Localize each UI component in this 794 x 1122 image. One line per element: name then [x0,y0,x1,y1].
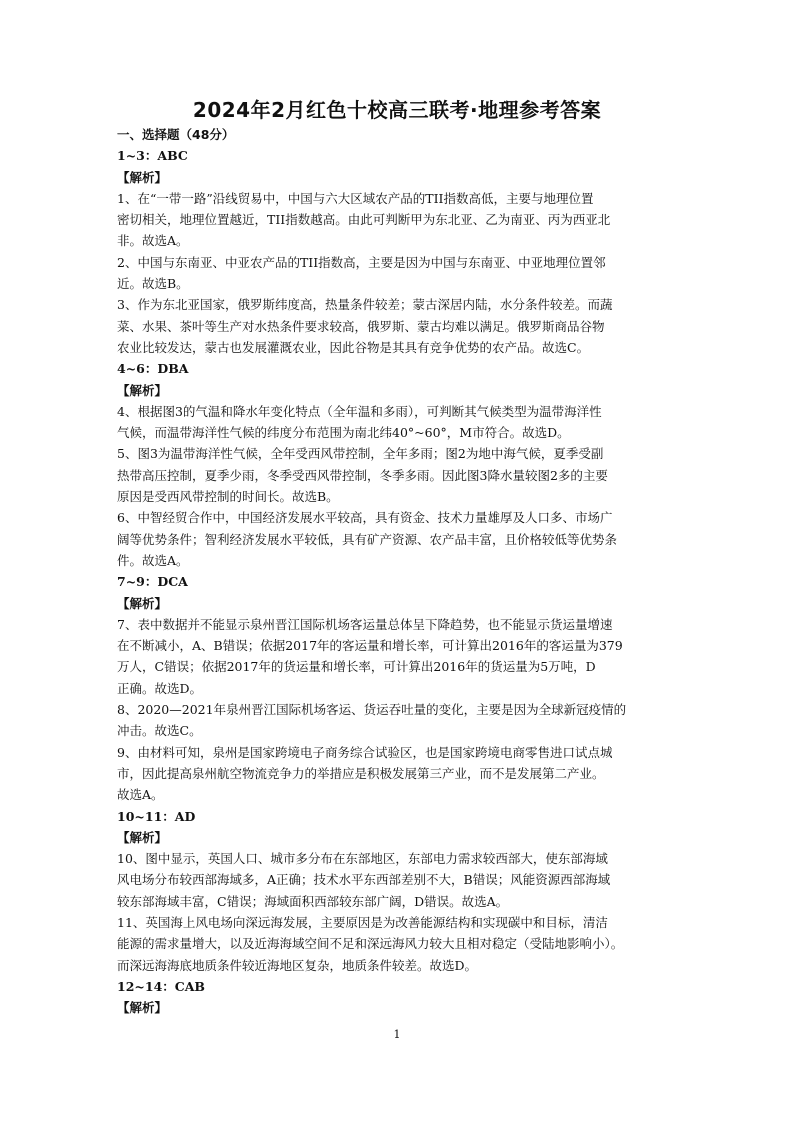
analysis-line: 菜、水果、茶叶等生产对水热条件要求较高，俄罗斯、蒙古均难以满足。俄罗斯商品谷物 [117,318,605,334]
analysis-line: 1、在“一带一路”沿线贸易中，中国与六大区域农产品的TII指数高低，主要与地理位置 [117,190,594,206]
analysis-line: 热带高压控制，夏季少雨，冬季受西风带控制，冬季多雨。因此图3降水量较图2多的主要 [117,467,608,483]
answer-group-7-9: 7~9：DCA [117,574,188,590]
page-number: 1 [393,1028,401,1041]
analysis-label: 【解析】 [117,169,168,185]
analysis-label: 【解析】 [117,1000,168,1016]
analysis-line: 10、图中显示，英国人口、城市多分布在东部地区，东部电力需求较西部大，使东部海域 [117,851,608,867]
analysis-line: 故选A。 [117,787,164,803]
analysis-line: 较东部海域丰富，C错误；海域面积西部较东部广阔，D错误。故选A。 [117,893,509,909]
analysis-line: 气候，而温带海洋性气候的纬度分布范围为南北纬40°~60°，M市符合。故选D。 [117,425,570,441]
analysis-line: 3、作为东北亚国家，俄罗斯纬度高，热量条件较差；蒙古深居内陆，水分条件较差。而蔬 [117,297,613,313]
answer-group-12-14: 12~14：CAB [117,978,205,994]
analysis-line: 11、英国海上风电场向深远海发展，主要原因是为改善能源结构和实现碳中和目标，清洁 [117,914,608,930]
analysis-line: 2、中国与东南亚、中亚农产品的TII指数高，主要是因为中国与东南亚、中亚地理位置邻 [117,254,606,270]
analysis-line: 在不断减小，A、B错误；依据2017年的客运量和增长率，可计算出2016年的客运量为379 [117,638,623,654]
analysis-line: 7、表中数据并不能显示泉州晋江国际机场客运量总体呈下降趋势，也不能显示货运量增速 [117,616,613,632]
analysis-line: 原因是受西风带控制的时间长。故选B。 [117,489,339,505]
analysis-line: 4、根据图3的气温和降水年变化特点（全年温和多雨），可判断其气候类型为温带海洋性 [117,403,602,419]
analysis-line: 5、图3为温带海洋性气候，全年受西风带控制，全年多雨；图2为地中海气候，夏季受副 [117,446,604,462]
analysis-line: 6、中智经贸合作中，中国经济发展水平较高，具有资金、技术力量雄厚及人口多、市场广 [117,510,613,526]
analysis-line: 密切相关，地理位置越近，TII指数越高。由此可判断甲为东北亚、乙为南亚、丙为西亚北 [117,212,611,228]
answer-group-10-11: 10~11：AD [117,808,196,824]
analysis-line: 非。故选A。 [117,233,189,249]
analysis-line: 近。故选B。 [117,276,189,292]
answer-group-1-3: 1~3：ABC [117,148,188,164]
analysis-line: 风电场分布较西部海域多，A正确；技术水平东西部差别不大，B错误；风能资源西部海域 [117,872,611,888]
analysis-line: 市，因此提高泉州航空物流竞争力的举措应是积极发展第三产业，而不是发展第二产业。 [117,765,605,781]
analysis-line: 9、由材料可知，泉州是国家跨境电子商务综合试验区，也是国家跨境电商零售进口试点城 [117,744,613,760]
analysis-line: 正确。故选D。 [117,680,203,696]
analysis-line: 8、2020—2021年泉州晋江国际机场客运、货运吞吐量的变化，主要是因为全球新冠疫情的 [117,702,627,718]
analysis-label: 【解析】 [117,829,168,845]
analysis-label: 【解析】 [117,595,168,611]
analysis-line: 农业比较发达，蒙古也发展灌溉农业，因此谷物是其具有竞争优势的农产品。故选C。 [117,339,590,355]
section-heading: 一、选择题（48分） [117,127,235,142]
document-title: 2024年2月红色十校高三联考·地理参考答案 [192,98,602,122]
analysis-line: 万人，C错误；依据2017年的货运量和增长率，可计算出2016年的货运量为5万吨，D [117,659,596,675]
analysis-line: 件。故选A。 [117,552,189,568]
answer-group-4-6: 4~6：DBA [117,361,189,377]
analysis-line: 能源的需求量增大，以及近海海域空间不足和深远海风力较大且相对稳定（受陆地影响小）。 [117,936,624,952]
analysis-label: 【解析】 [117,382,168,398]
document-body [117,124,679,1018]
analysis-line: 阔等优势条件；智利经济发展水平较低，具有矿产资源、农产品丰富，且价格较低等优势条 [117,531,618,547]
analysis-line: 而深远海海底地质条件较近海地区复杂，地质条件较差。故选D。 [117,957,478,973]
analysis-line: 冲击。故选C。 [117,723,202,739]
